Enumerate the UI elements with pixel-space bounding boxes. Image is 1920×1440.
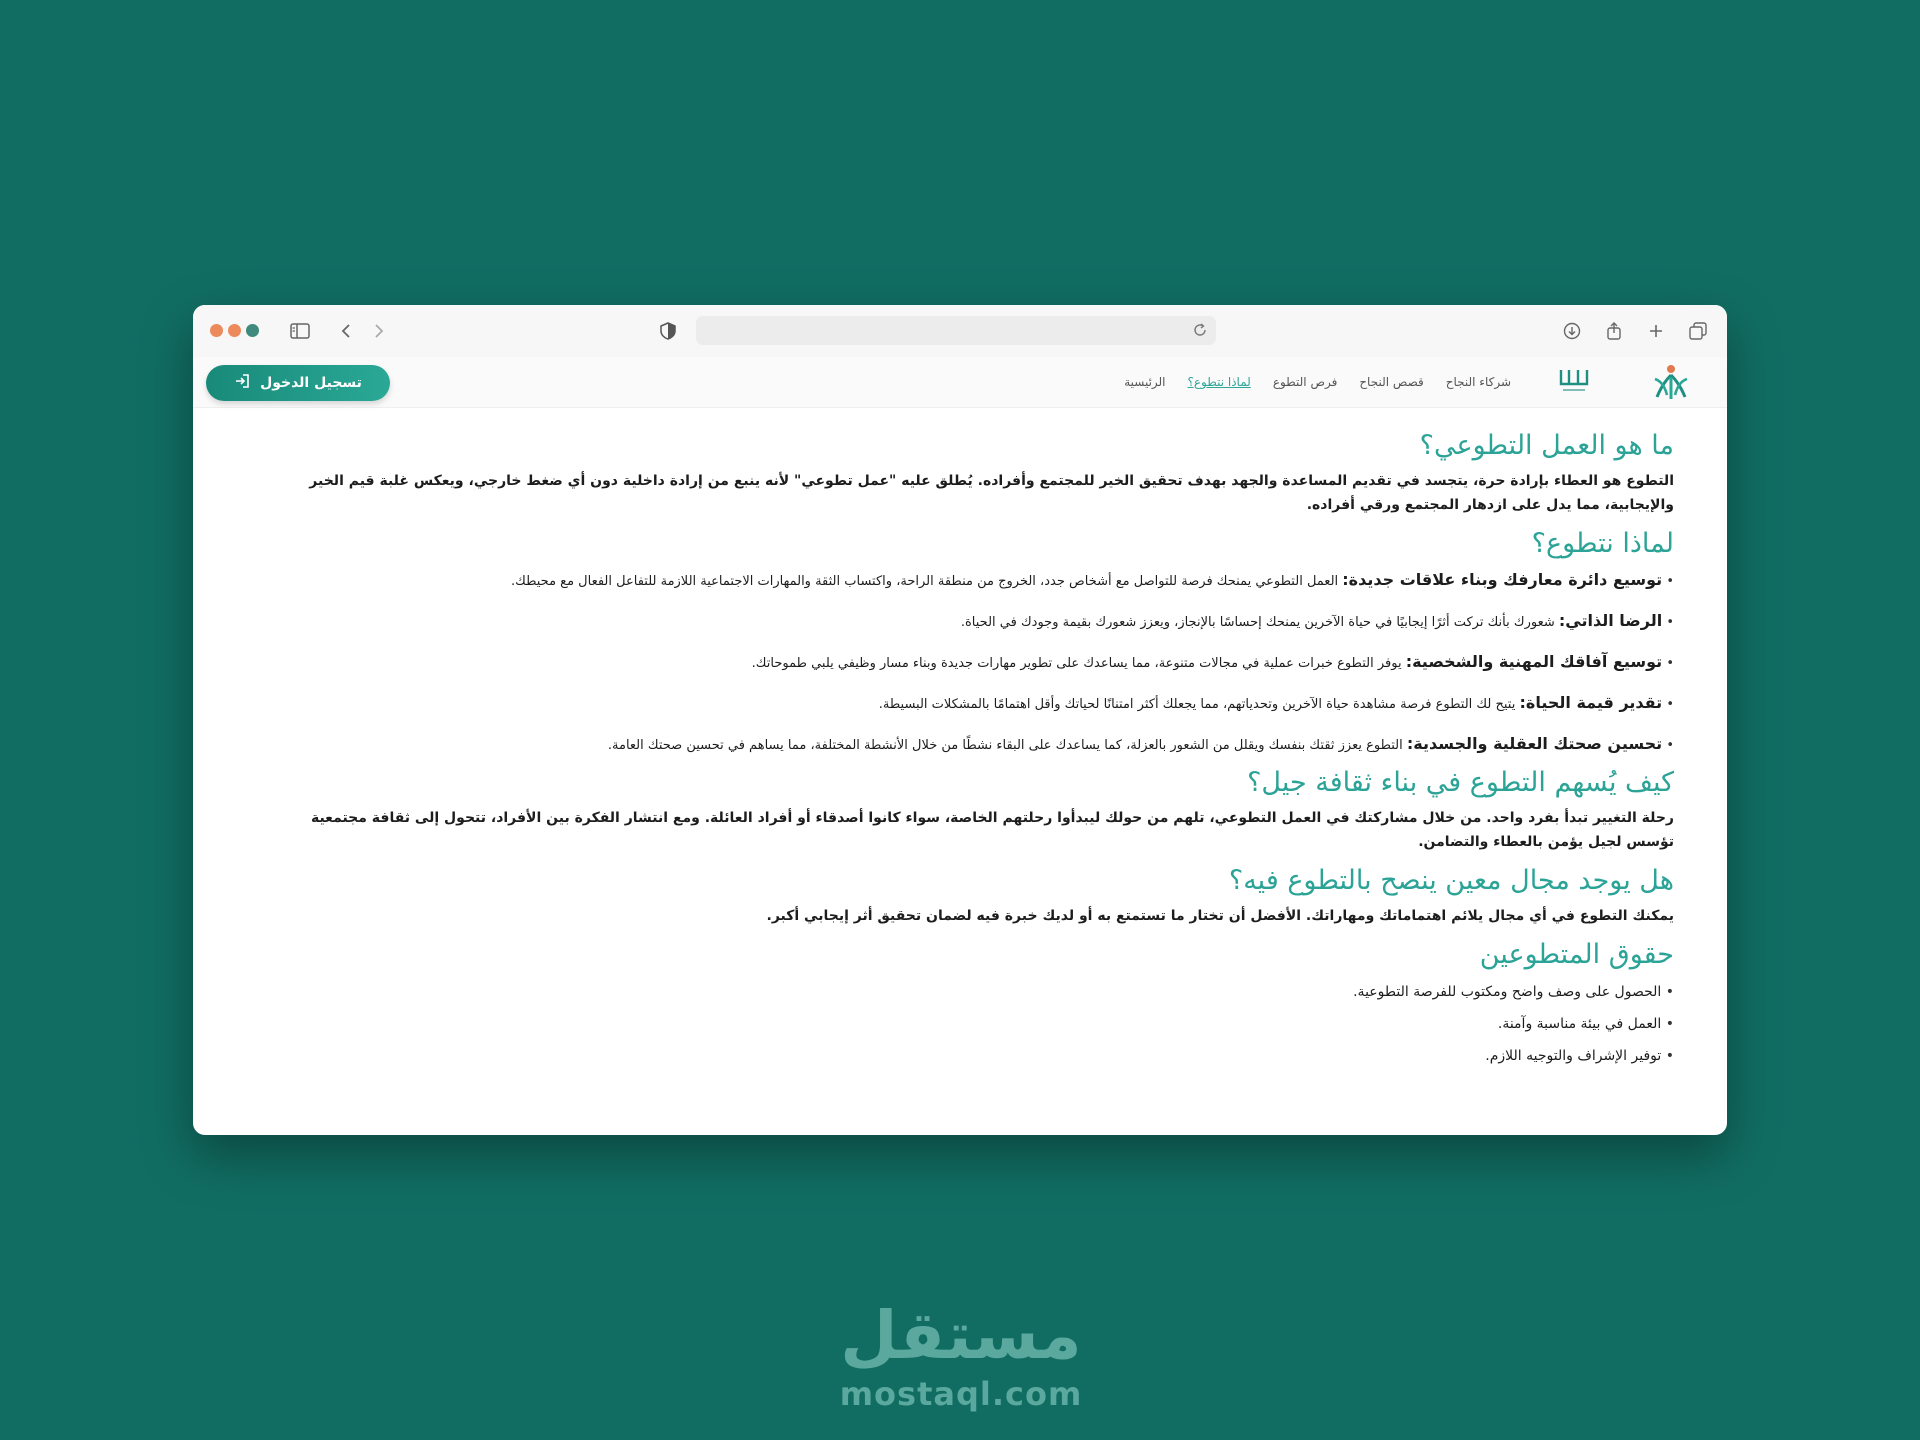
new-tab-icon[interactable] [1643,318,1669,344]
list-item: • العمل في بيئة مناسبة وآمنة. [263,1014,1674,1034]
forward-icon[interactable] [366,318,392,344]
share-icon[interactable] [1601,318,1627,344]
list-item: • توسيع دائرة معارفك وبناء علاقات جديدة: العمل التطوعي يمنحك فرصة للتواصل مع أشخاص جدد، الخروج من منطقة الراحة، واكتساب الثقة والمهارات الاجتماعية اللازمة للتفاعل الفعال مع محيطك. [263,570,1674,592]
address-bar[interactable] [696,316,1216,345]
download-icon[interactable] [1559,318,1585,344]
list-item: • توفير الإشراف والتوجيه اللازم. [263,1046,1674,1066]
section-culture [263,766,1674,854]
nav-link-home[interactable]: الرئيسية [1124,375,1166,389]
sidebar-icon[interactable] [287,318,313,344]
rights-list [263,982,1674,1066]
list-item: • الحصول على وصف واضح ومكتوب للفرصة التطوعية. [263,982,1674,1002]
watermark-arabic: مستقل [840,1297,1082,1374]
mostaql-watermark [836,1296,1086,1412]
nav-link-success-stories[interactable]: قصص النجاح [1359,375,1424,389]
nav-link-why-volunteer[interactable]: لماذا نتطوع؟ [1187,375,1251,389]
section-text: التطوع هو العطاء بإرادة حرة، يتجسد في تقديم المساعدة والجهد بهدف تحقيق الخير للمجتمع وأفراده. يُطلق عليه "عمل تطوعي" لأنه ينبع من إرادة داخلية دون أي ضغط خارجي، ويعكس غلبة قيم الخير والإيجابية، مما يدل على ازدهار المجتمع ورقي أفراده. [309,473,1674,513]
login-label: تسجيل الدخول [260,375,362,391]
section-volunteer-rights [263,938,1674,1066]
section-why-volunteer [263,527,1674,756]
main-content [263,407,1674,1135]
section-title: كيف يُسهم التطوع في بناء ثقافة جيل؟ [1247,767,1674,798]
site-logo[interactable] [1651,363,1691,401]
shield-icon[interactable] [655,318,681,344]
browser-window [193,305,1727,1135]
reload-icon[interactable] [1192,322,1208,338]
site-navbar [193,357,1727,408]
section-title: هل يوجد مجال معين ينصح بالتطوع فيه؟ [1228,865,1674,896]
minimize-window-button[interactable] [228,324,241,337]
nav-link-partners[interactable]: شركاء النجاح [1445,375,1511,389]
section-what-is-volunteering [263,429,1674,517]
section-title: حقوق المتطوعين [1479,939,1674,970]
section-text: يمكنك التطوع في أي مجال يلائم اهتماماتك ومهاراتك. الأفضل أن تختار ما تستمتع به أو لديك خبرة فيه لضمان تحقيق أثر إيجابي أكبر. [766,908,1674,924]
list-item: • الرضا الذاتي: شعورك بأنك تركت أثرًا إيجابيًا في حياة الآخرين يمنحك إحساسًا بالإنجاز، ويعزز شعورك بقيمة وجودك في الحياة. [263,611,1674,633]
section-field [263,864,1674,928]
login-button[interactable] [206,365,390,401]
tabs-overview-icon[interactable] [1685,318,1711,344]
browser-toolbar [193,305,1727,357]
section-title: ما هو العمل التطوعي؟ [1419,430,1674,461]
list-item: • تقدير قيمة الحياة: يتيح لك التطوع فرصة مشاهدة حياة الآخرين وتحدياتهم، مما يجعلك أكثر امتنانًا لحياتك وأقل اهتمامًا بالمشكلات البسيطة. [263,693,1674,715]
section-text: رحلة التغيير تبدأ بفرد واحد. من خلال مشاركتك في العمل التطوعي، تلهم من حولك ليبدأوا رحلتهم الخاصة، سواء كانوا أصدقاء أو أفراد العائلة. ومع انتشار الفكرة بين الأفراد، تتحول إلى ثقافة مجتمعية تؤسس لجيل يؤمن بالعطاء والتضامن. [310,810,1674,850]
benefits-list [263,570,1674,756]
maximize-window-button[interactable] [246,324,259,337]
watermark-latin: mostaql.com [839,1375,1083,1413]
partner-logo[interactable] [1557,366,1591,396]
login-icon [234,373,250,393]
section-title: لماذا نتطوع؟ [1531,528,1674,559]
nav-links [1124,357,1511,407]
nav-link-opportunities[interactable]: فرص التطوع [1272,375,1338,389]
list-item: • توسيع آفاقك المهنية والشخصية: يوفر التطوع خبرات عملية في مجالات متنوعة، مما يساعدك على تطوير مهارات جديدة وبناء مسار وظيفي يلبي طموحاتك. [263,652,1674,674]
close-window-button[interactable] [210,324,223,337]
list-item: • تحسين صحتك العقلية والجسدية: التطوع يعزز ثقتك بنفسك ويقلل من الشعور بالعزلة، كما يساعدك على البقاء نشطًا من خلال الأنشطة المختلفة، مما يساهم في تحسين صحتك العامة. [263,734,1674,756]
back-icon[interactable] [333,318,359,344]
